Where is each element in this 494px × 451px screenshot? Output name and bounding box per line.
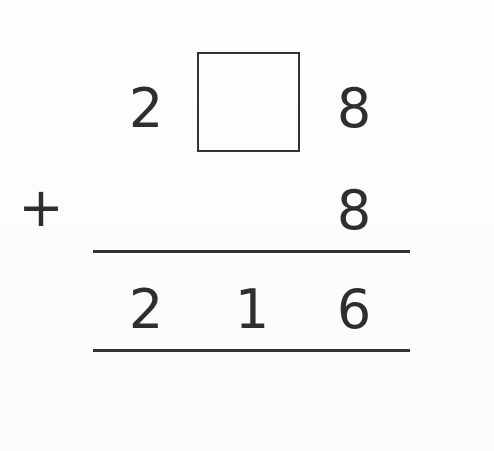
sum-line-bottom [93,349,410,352]
sum-ones-digit: 6 [336,278,372,341]
addend2-ones-digit: 8 [336,179,372,242]
sum-line-top [93,250,410,253]
addend1-ones-digit: 8 [336,77,372,140]
sum-hundreds-digit: 2 [128,278,164,341]
missing-digit-box[interactable] [197,52,300,152]
addend1-hundreds-digit: 2 [128,77,164,140]
sum-tens-digit: 1 [234,278,270,341]
plus-sign: + [18,176,64,239]
